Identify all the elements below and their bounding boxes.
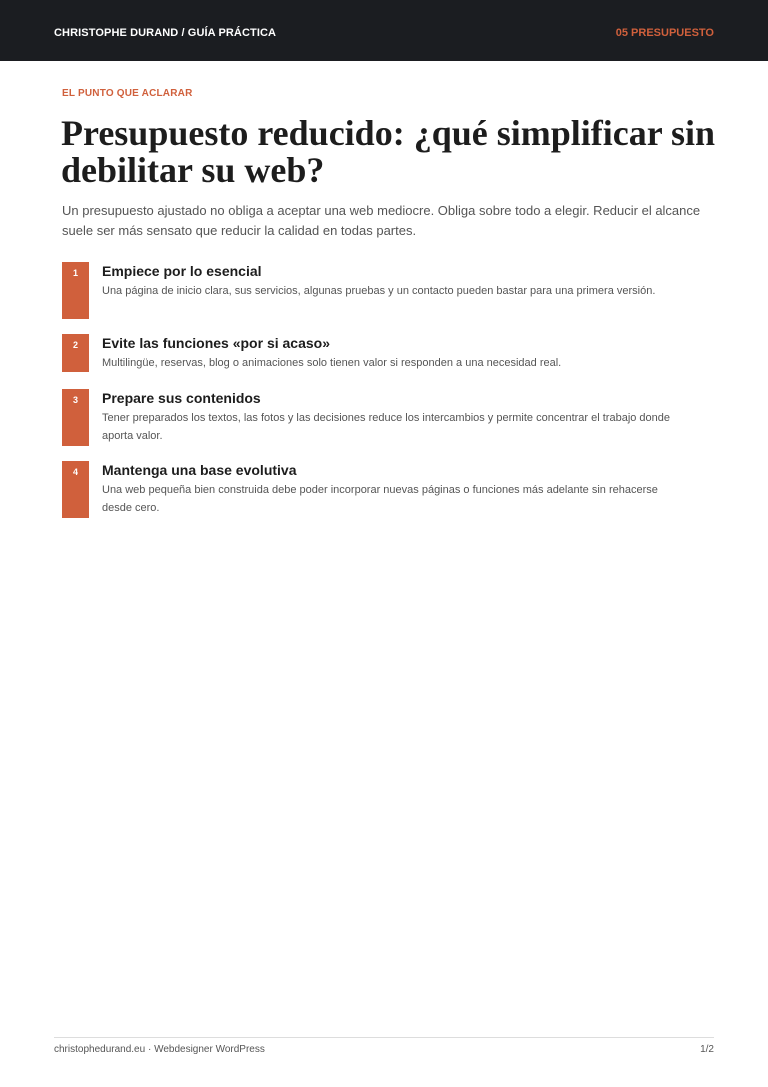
step-title: Empiece por lo esencial (102, 263, 262, 279)
page-title: Presupuesto reducido: ¿qué simplificar sin debilitar su web? (61, 113, 716, 190)
step-description: Tener preparados los textos, las fotos y las decisiones reduce los intercambios y permite concentrar el trabajo donde aporta valor. (102, 412, 671, 442)
step-content (102, 334, 682, 372)
section-label: 05 PRESUPUESTO (615, 27, 714, 39)
top-bar (0, 0, 768, 61)
step-title: Evite las funciones «por si acaso» (102, 335, 330, 351)
step-content (102, 461, 682, 517)
brand-title: CHRISTOPHE DURAND / GUÍA PRÁCTICA (54, 27, 277, 39)
intro-paragraph: Un presupuesto ajustado no obliga a aceptar una web mediocre. Obliga sobre todo a elegir. Reducir el alcance suele ser más sensato que reducir la calidad en todas partes. (62, 203, 701, 238)
step-number-badge: 2 (62, 334, 89, 372)
kicker-label: EL PUNTO QUE ACLARAR (62, 88, 193, 99)
footer-site-credit: christophedurand.eu · Webdesigner WordPress (54, 1044, 265, 1055)
step-title: Mantenga una base evolutiva (102, 462, 297, 478)
step-content (102, 389, 682, 445)
page-number: 1/2 (700, 1044, 714, 1055)
step-description: Una web pequeña bien construida debe poder incorporar nuevas páginas o funciones más adelante sin rehacerse desde cero. (102, 484, 658, 514)
step-number-badge: 1 (62, 262, 89, 319)
step-content (102, 262, 682, 300)
step-number-badge: 4 (62, 461, 89, 518)
step-description: Multilingüe, reservas, blog o animaciones solo tienen valor si responden a una necesidad real. (102, 357, 562, 369)
step-title: Prepare sus contenidos (102, 390, 261, 406)
step-description: Una página de inicio clara, sus servicios, algunas pruebas y un contacto pueden bastar para una primera versión. (102, 285, 656, 297)
step-number-badge: 3 (62, 389, 89, 446)
footer-divider (54, 1037, 714, 1038)
